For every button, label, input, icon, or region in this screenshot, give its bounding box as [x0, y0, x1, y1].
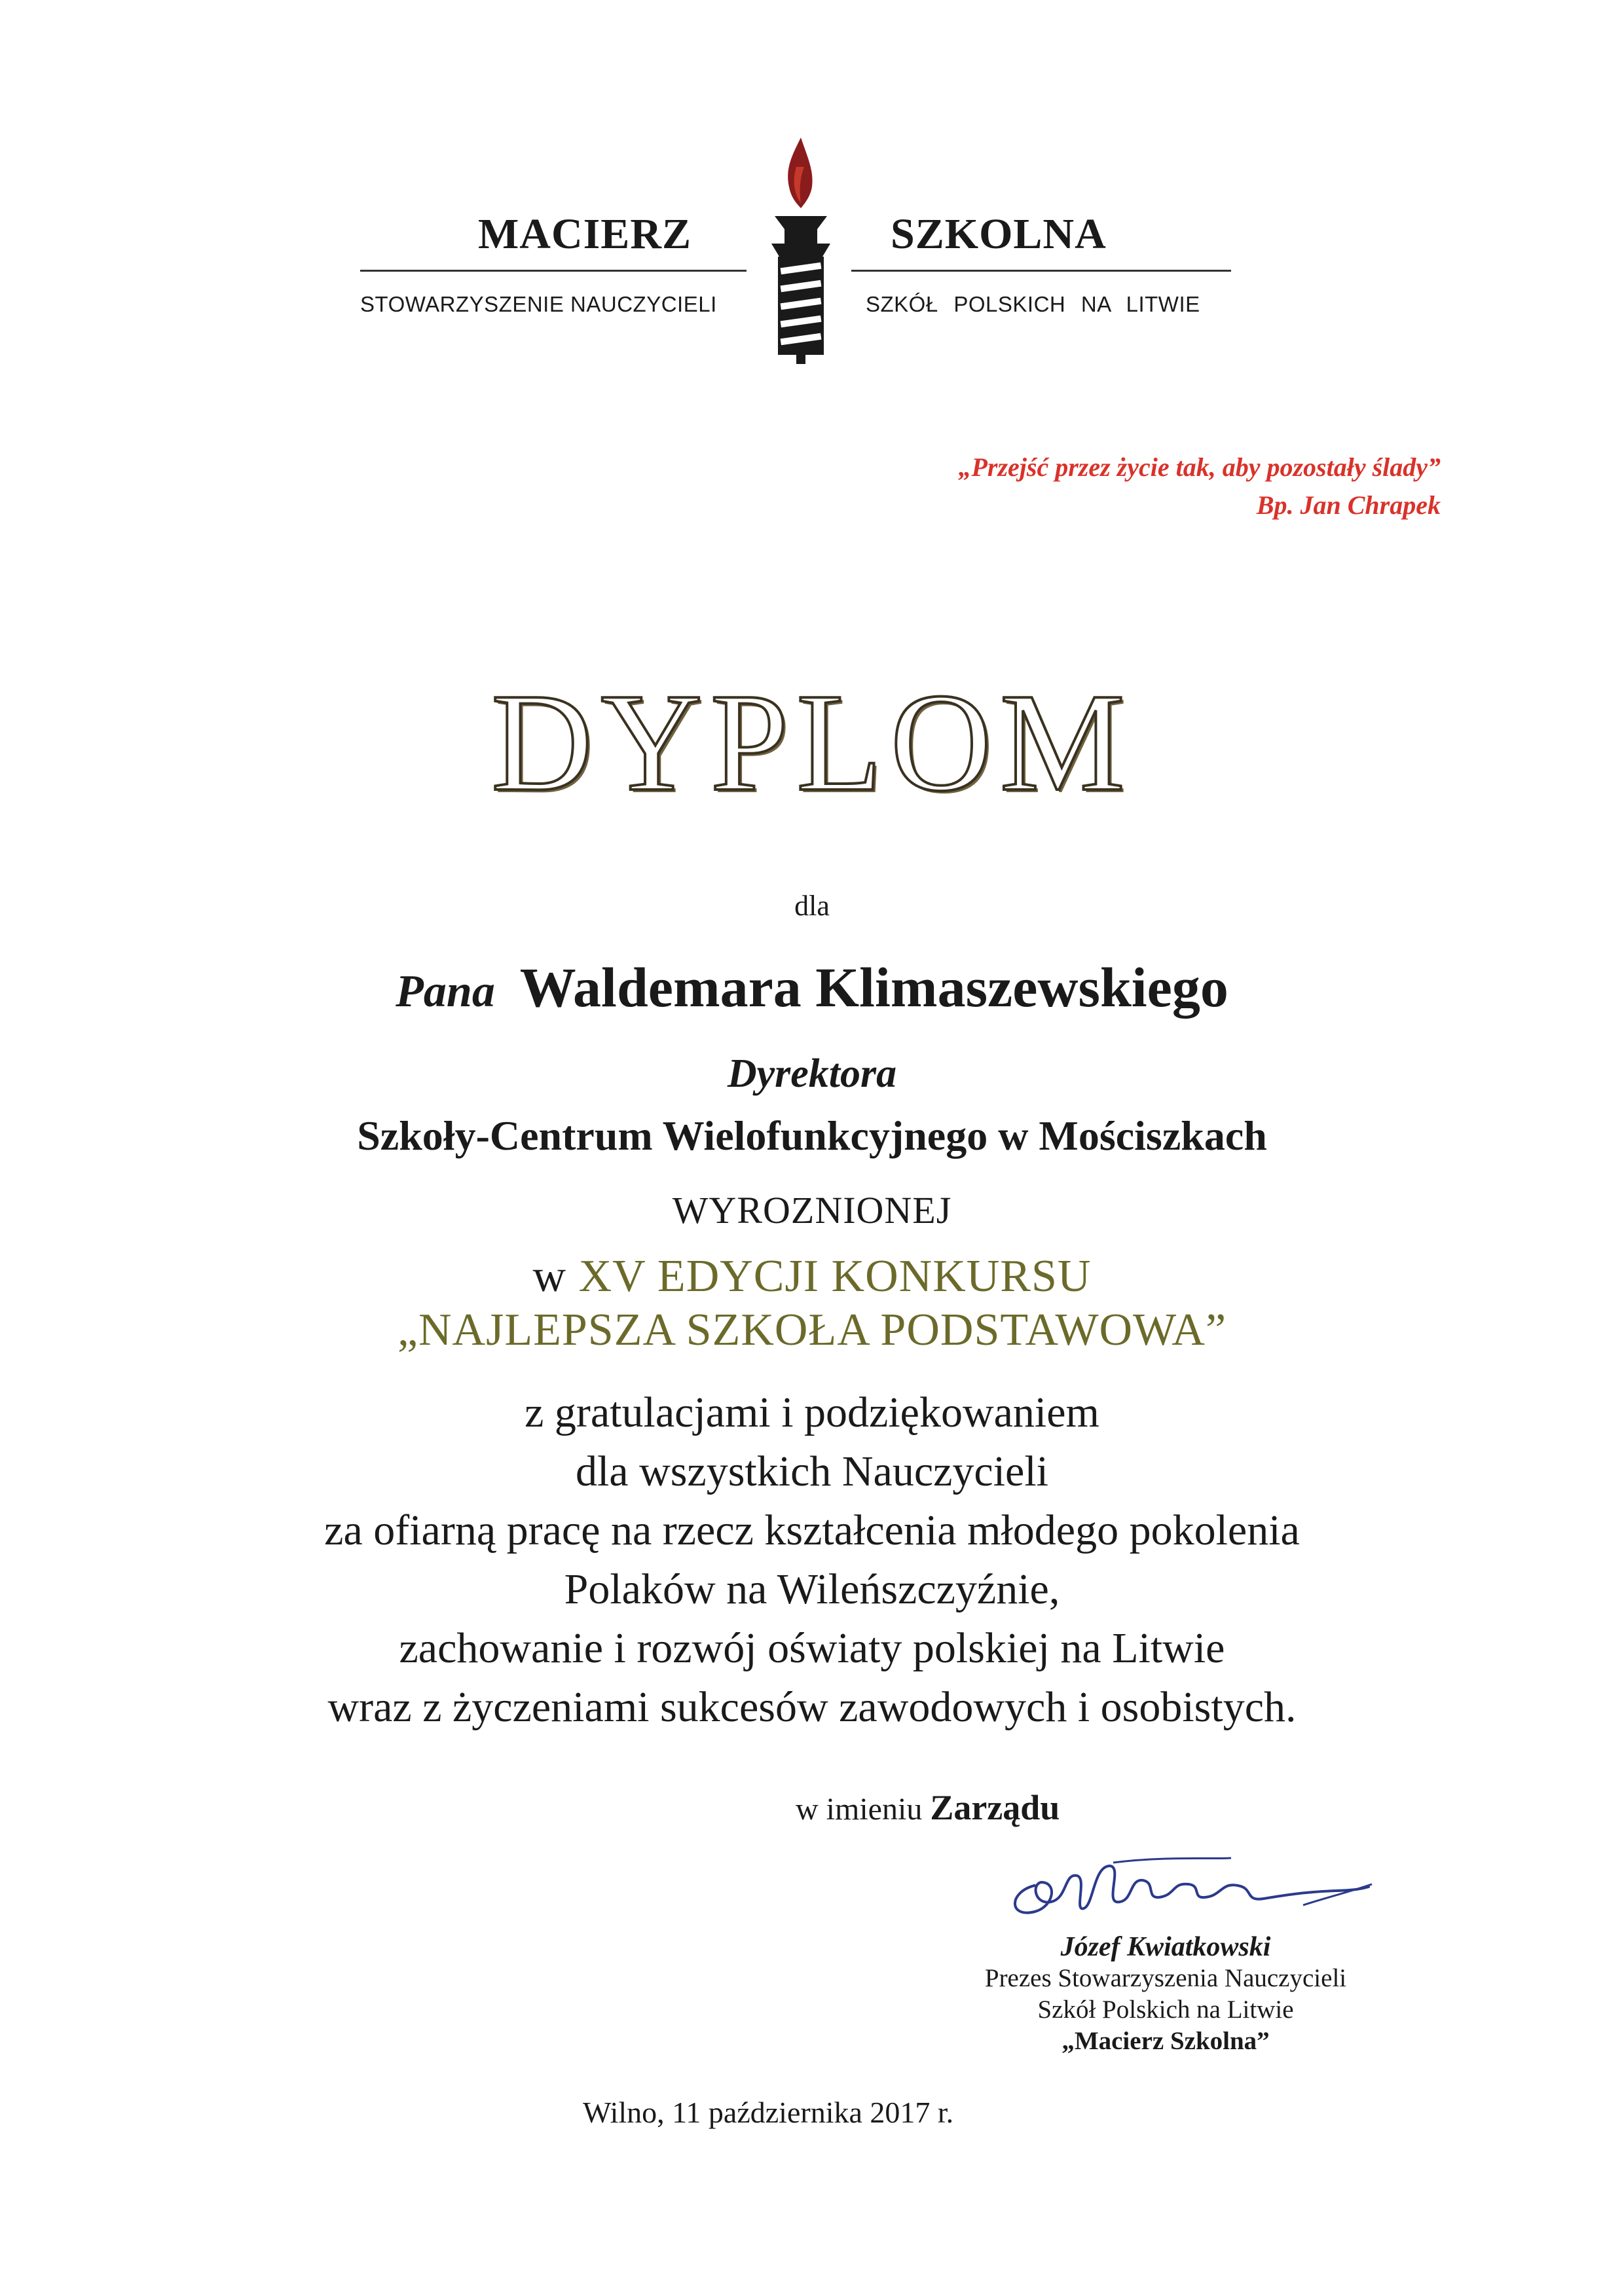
body-line: za ofiarną pracę na rzecz kształcenia młodego pokolenia [324, 1506, 1300, 1554]
logo-subtitle-left: STOWARZYSZENIE NAUCZYCIELI [360, 292, 717, 316]
salutation: Pana [396, 966, 495, 1017]
logo-word-left: MACIERZ [478, 210, 692, 258]
logo-header [354, 131, 1231, 367]
contest-line-1 [0, 1250, 1624, 1303]
logo-rule-right [851, 270, 1231, 272]
board-label: Zarządu [930, 1788, 1060, 1827]
contest-line-2: „NAJLEPSZA SZKOŁA PODSTAWOWA” [397, 1305, 1227, 1355]
signer-organization: „Macierz Szkolna” [1061, 2027, 1270, 2055]
body-line: dla wszystkich Nauczycieli [575, 1448, 1049, 1495]
recipient-name: Waldemara Klimaszewskiego [519, 956, 1228, 1019]
recipient-name-line [0, 955, 1624, 1020]
handwritten-signature [995, 1846, 1375, 1944]
on-behalf-prefix: w imieniu [796, 1792, 923, 1827]
place-date: Wilno, 11 października 2017 r. [583, 2096, 954, 2129]
logo-word-right: SZKOLNA [891, 210, 1107, 258]
signer-title: Prezes Stowarzyszenia Nauczycieli [984, 1964, 1347, 1992]
motto-author: Bp. Jan Chrapek [1256, 490, 1441, 520]
logo-rule-left [360, 270, 747, 272]
on-behalf-line [796, 1787, 1060, 1828]
body-line: wraz z życzeniami sukcesów zawodowych i osobistych. [327, 1683, 1297, 1731]
for-label: dla [794, 890, 830, 922]
body-line: zachowanie i rozwój oświaty polskiej na Litwie [399, 1624, 1225, 1672]
logo-subtitle-right: SZKÓŁ POLSKICH NA LITWIE [866, 292, 1200, 316]
signer-title: Szkół Polskich na Litwie [1037, 1995, 1294, 2024]
recipient-role: Dyrektora [727, 1051, 897, 1096]
school-name: Szkoły-Centrum Wielofunkcyjnego w Mościszkach [357, 1112, 1267, 1159]
diploma-title: DYPLOM [491, 664, 1133, 820]
contest-edition: XV EDYCJI KONKURSU [578, 1251, 1092, 1302]
contest-prefix: w [532, 1251, 567, 1302]
signature-block [956, 1931, 1375, 2057]
body-line: z gratulacjami i podziękowaniem [525, 1389, 1099, 1436]
motto-quote: „Przejść przez życie tak, aby pozostały ślady” [958, 452, 1441, 482]
body-line: Polaków na Wileńszczyźnie, [564, 1565, 1060, 1613]
torch-icon [752, 131, 850, 367]
distinction-label: WYROZNIONEJ [672, 1189, 952, 1231]
signer-name: Józef Kwiatkowski [1060, 1932, 1271, 1962]
